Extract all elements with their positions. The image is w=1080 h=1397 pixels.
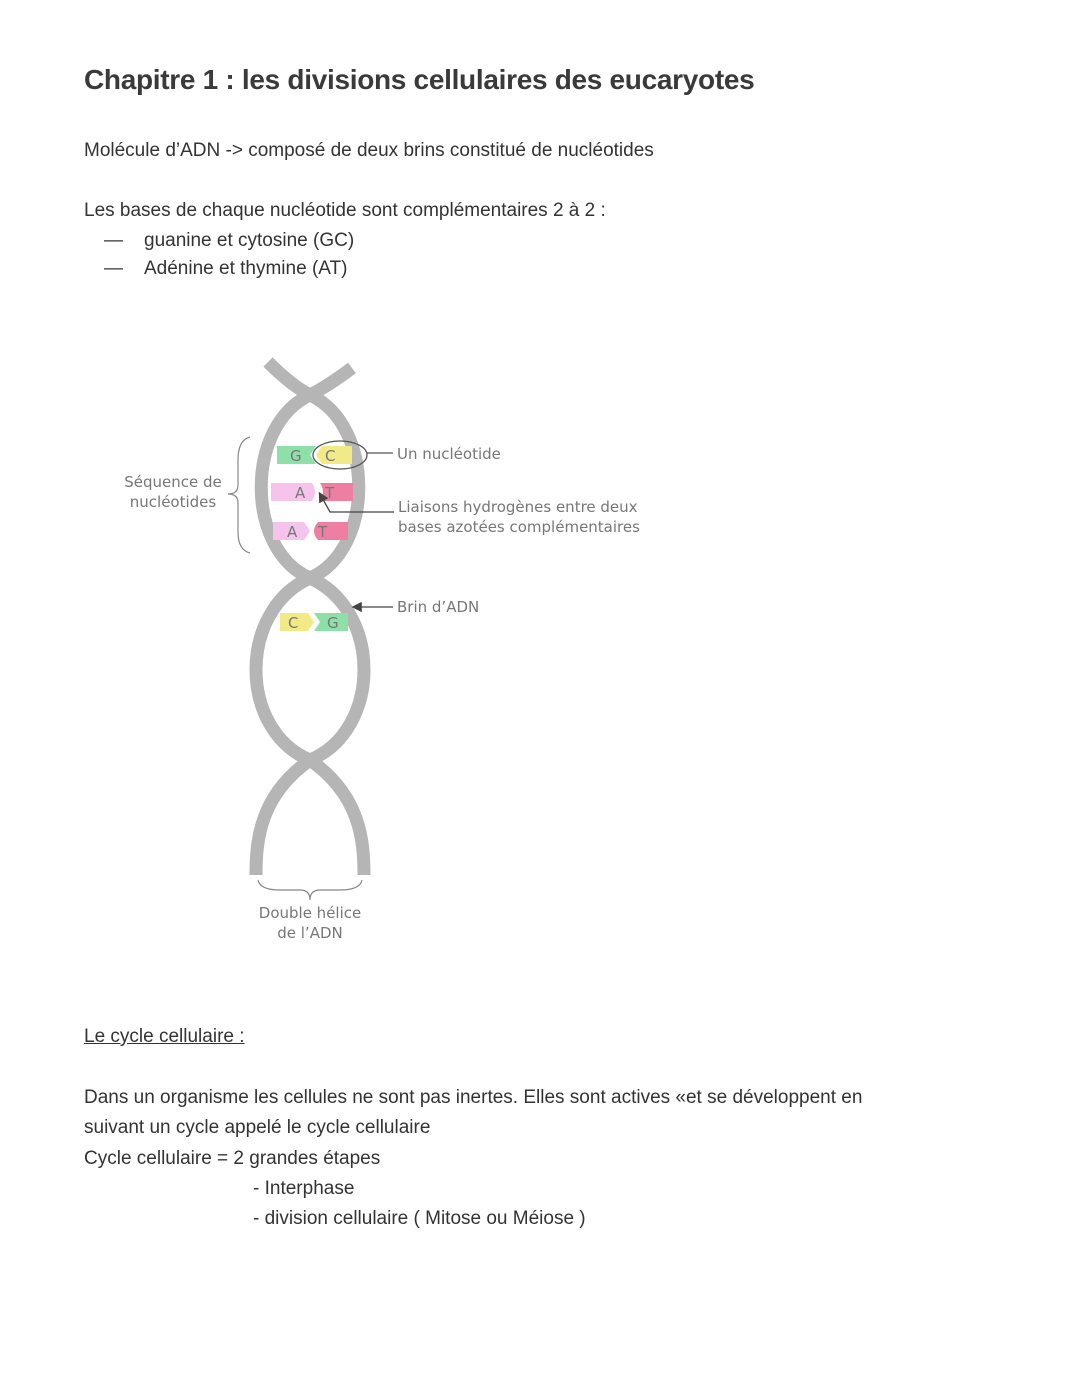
cycle-heading: Le cycle cellulaire : <box>84 1026 245 1047</box>
list-item-text: Adénine et thymine (AT) <box>144 258 348 279</box>
base-pair-gc <box>277 446 352 465</box>
base-label: T <box>318 523 328 541</box>
base-pair-at <box>273 522 348 541</box>
base-label: C <box>288 614 299 632</box>
base-label: T <box>325 484 335 502</box>
intro-text: Molécule d’ADN -> composé de deux brins constitué de nucléotides <box>84 140 654 161</box>
brace-icon <box>228 437 250 553</box>
label-nucleotide: Un nucléotide <box>397 445 501 463</box>
bases-heading: Les bases de chaque nucléotide sont complémentaires 2 à 2 : <box>84 200 606 221</box>
base-label: G <box>327 614 339 632</box>
base-label: G <box>290 447 302 465</box>
cycle-step: - Interphase <box>253 1178 355 1199</box>
cycle-paragraph: Dans un organisme les cellules ne sont pas inertes. Elles sont actives «et se développent en <box>84 1087 863 1108</box>
label-brin: Brin d’ADN <box>397 598 480 616</box>
cycle-paragraph: suivant un cycle appelé le cycle cellulaire <box>84 1117 431 1138</box>
label-liaisons: Liaisons hydrogènes entre deux <box>398 498 638 516</box>
label-sequence: nucléotides <box>129 493 217 511</box>
base-pair-at <box>271 483 353 502</box>
cycle-definition: Cycle cellulaire = 2 grandes étapes <box>84 1148 381 1169</box>
base-label: C <box>325 447 336 465</box>
label-liaisons: bases azotées complémentaires <box>398 518 640 536</box>
brace-icon <box>258 880 362 900</box>
label-helice: de l’ADN <box>277 924 343 942</box>
base-label: A <box>295 484 306 502</box>
label-sequence: Séquence de <box>124 473 222 491</box>
cycle-step: - division cellulaire ( Mitose ou Méiose ) <box>253 1208 586 1229</box>
list-dash: — <box>104 230 123 251</box>
label-helice: Double hélice <box>258 904 362 922</box>
list-dash: — <box>104 258 123 279</box>
base-pair-cg <box>280 613 348 632</box>
page-title: Chapitre 1 : les divisions cellulaires des eucaryotes <box>84 64 755 95</box>
base-label: A <box>287 523 298 541</box>
list-item-text: guanine et cytosine (GC) <box>144 230 355 251</box>
